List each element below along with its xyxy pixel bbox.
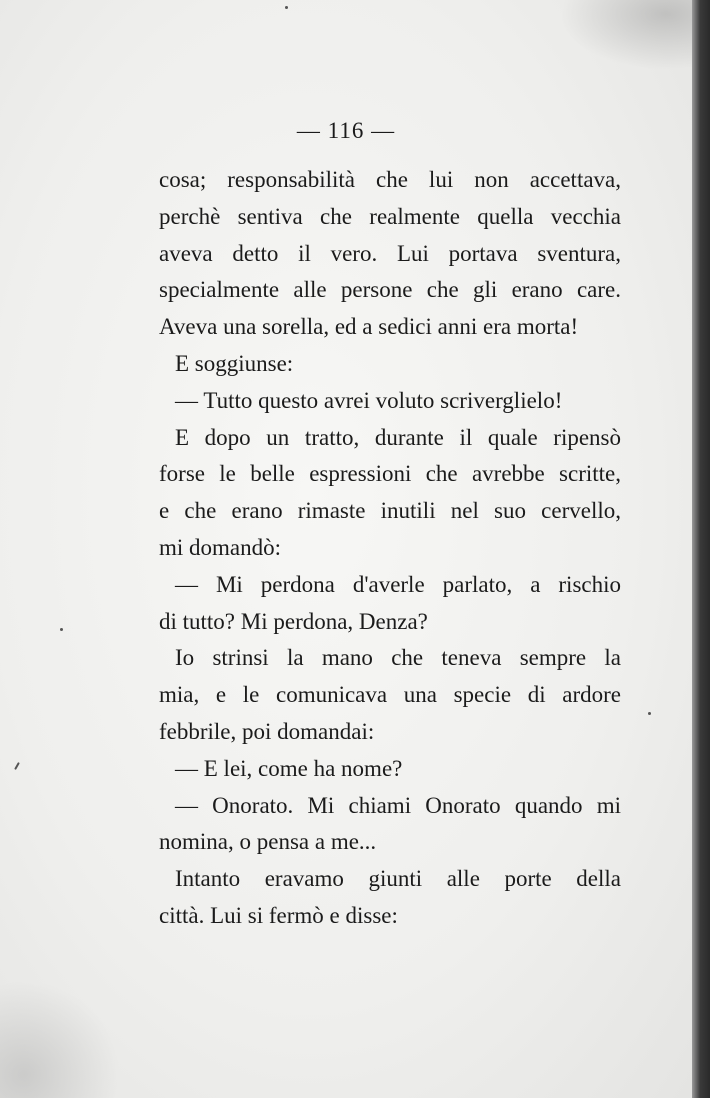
text-line: Io strinsi la mano che teneva sempre la [175, 645, 621, 671]
text-line: — E lei, come ha nome? [175, 755, 403, 781]
scan-speck [60, 628, 63, 631]
text-line: perchè sentiva che realmente quella vecchia [159, 203, 621, 229]
body-text [159, 162, 621, 935]
text-line: e che erano rimaste inutili nel suo cervello, [159, 498, 621, 524]
text-line: — Tutto questo avrei voluto scriverglielo! [175, 387, 563, 413]
text-line: febbrile, poi domandai: [159, 718, 375, 744]
scan-shadow-top [560, 0, 692, 70]
text-line: E soggiunse: [175, 350, 294, 376]
text-line: Intanto eravamo giunti alle porte della [175, 866, 621, 892]
text-line: mia, e le comunicava una specie di ardore [159, 682, 621, 708]
text-line: forse le belle espressioni che avrebbe scritte, [159, 461, 621, 487]
text-line: — Mi perdona d'averle parlato, a rischio [175, 571, 621, 597]
text-line: mi domandò: [159, 534, 282, 560]
text-line: aveva detto il vero. Lui portava sventura, [159, 240, 621, 266]
scan-speck [14, 762, 20, 770]
page-number: — 116 — [296, 118, 396, 143]
text-line: Aveva una sorella, ed a sedici anni era morta! [159, 314, 579, 340]
scan-speck [648, 712, 651, 715]
book-spine-edge [692, 0, 710, 1098]
text-line: di tutto? Mi perdona, Denza? [159, 608, 428, 634]
text-line: cosa; responsabilità che lui non accettava, [159, 167, 621, 192]
scan-shadow-bottom [0, 980, 120, 1098]
text-line: specialmente alle persone che gli erano care. [159, 277, 621, 303]
text-line: nomina, o pensa a me... [159, 829, 377, 855]
scan-speck [285, 6, 288, 9]
text-line: E dopo un tratto, durante il quale ripensò [175, 424, 621, 450]
text-line: — Onorato. Mi chiami Onorato quando mi [175, 792, 621, 818]
text-line: città. Lui si fermò e disse: [159, 902, 398, 928]
